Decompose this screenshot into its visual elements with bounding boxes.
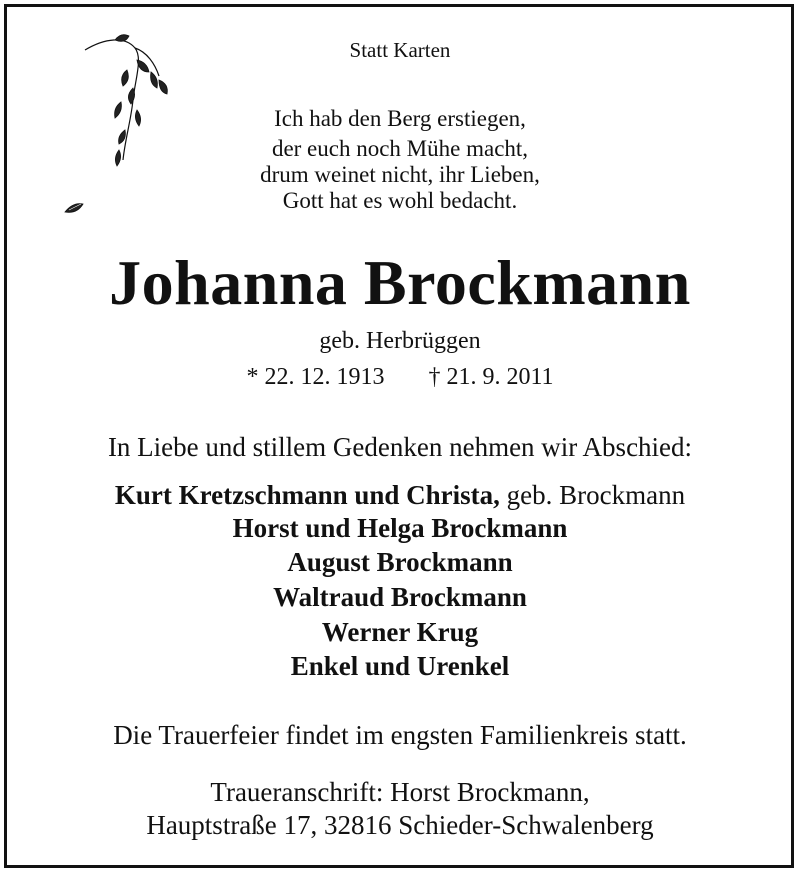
- life-dates: [0, 364, 800, 391]
- mourner-line: Enkel und Urenkel: [290, 651, 510, 681]
- mourner-maiden-name: geb. Brockmann: [499, 480, 686, 510]
- mourner-name: Kurt Kretzschmann und Christa,: [114, 480, 500, 510]
- mourner-line: Waltraud Brockmann: [273, 582, 527, 612]
- birth-name: geb. Herbrüggen: [319, 328, 481, 354]
- death-date: † 21. 9. 2011: [428, 364, 554, 390]
- mourner-line: Horst und Helga Brockmann: [232, 513, 568, 543]
- mourner-line: [0, 480, 800, 511]
- address-line-2: Hauptstraße 17, 32816 Schieder-Schwalenberg: [146, 810, 654, 840]
- poem-line: drum weinet nicht, ihr Lieben,: [260, 162, 540, 187]
- poem-line: Ich hab den Berg erstiegen,: [274, 106, 526, 131]
- address-line-1: Traueranschrift: Horst Brockmann,: [210, 777, 590, 807]
- poem-line: Gott hat es wohl bedacht.: [282, 188, 518, 213]
- deceased-name: Johanna Brockmann: [109, 247, 691, 318]
- ceremony-note: Die Trauerfeier findet im engsten Familienkreis statt.: [113, 720, 687, 750]
- birth-date: * 22. 12. 1913: [246, 364, 385, 390]
- farewell-text: In Liebe und stillem Gedenken nehmen wir Abschied:: [107, 432, 693, 462]
- statt-karten-label: Statt Karten: [349, 38, 451, 62]
- mourner-line: August Brockmann: [287, 547, 513, 577]
- poem-line: der euch noch Mühe macht,: [271, 136, 529, 161]
- mourner-line: Werner Krug: [321, 617, 479, 647]
